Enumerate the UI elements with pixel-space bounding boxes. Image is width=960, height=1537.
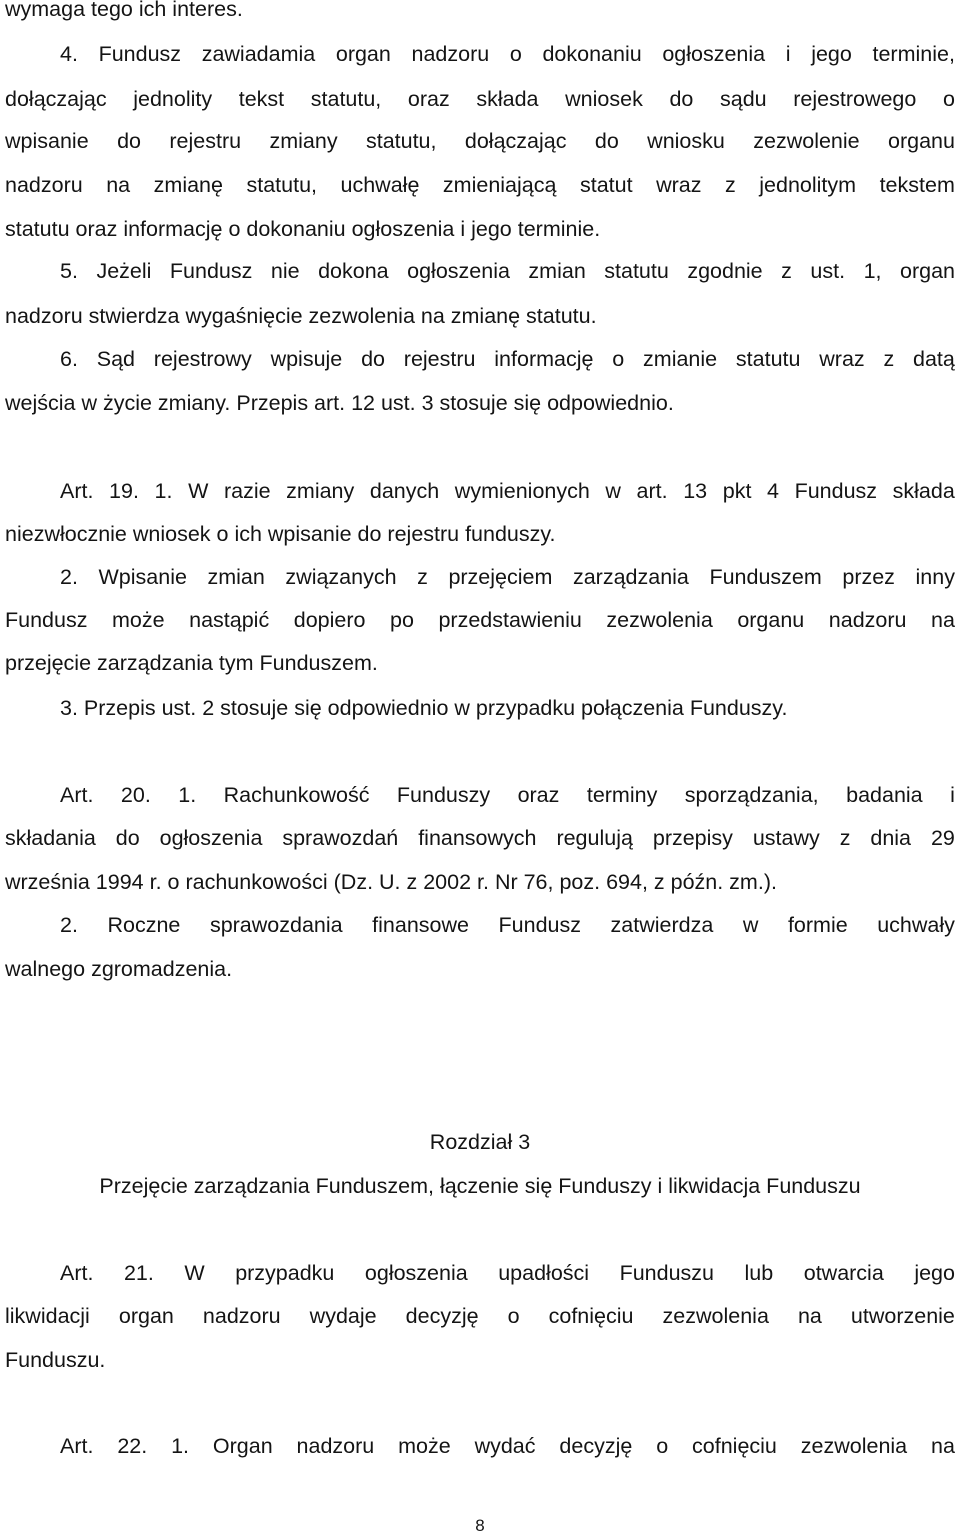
text-line: składania do ogłoszenia sprawozdań finansowych regulują przepisy ustawy z dnia 29 xyxy=(5,826,955,850)
text-line: wpisanie do rejestru zmiany statutu, dołączając do wniosku zezwolenie organu xyxy=(5,129,955,153)
text-line: Art. 21. W przypadku ogłoszenia upadłości Funduszu lub otwarcia jego xyxy=(60,1261,955,1285)
text-line: września 1994 r. o rachunkowości (Dz. U. z 2002 r. Nr 76, poz. 694, z późn. zm.). xyxy=(5,870,777,894)
text-line: walnego zgromadzenia. xyxy=(5,957,233,981)
text-line: Fundusz może nastąpić dopiero po przedstawieniu zezwolenia organu nadzoru na xyxy=(5,608,955,632)
page-number: 8 xyxy=(475,1516,485,1535)
text-line: dołączając jednolity tekst statutu, oraz składa wniosek do sądu rejestrowego o xyxy=(5,87,955,111)
text-line: niezwłocznie wniosek o ich wpisanie do rejestru funduszy. xyxy=(5,522,556,546)
text-line: nadzoru stwierdza wygaśnięcie zezwolenia na zmianę statutu. xyxy=(5,304,597,328)
text-line: wejścia w życie zmiany. Przepis art. 12 ust. 3 stosuje się odpowiednio. xyxy=(5,391,674,415)
text-line: 6. Sąd rejestrowy wpisuje do rejestru informację o zmianie statutu wraz z datą xyxy=(60,347,955,371)
text-line: Art. 22. 1. Organ nadzoru może wydać decyzję o cofnięciu zezwolenia na xyxy=(60,1434,955,1458)
text-line: 3. Przepis ust. 2 stosuje się odpowiednio w przypadku połączenia Funduszy. xyxy=(60,696,788,720)
chapter-title: Przejęcie zarządzania Funduszem, łączenie się Funduszy i likwidacja Funduszu xyxy=(99,1174,861,1198)
text-line: 2. Roczne sprawozdania finansowe Fundusz zatwierdza w formie uchwały xyxy=(60,913,955,937)
text-line: statutu oraz informację o dokonaniu ogłoszenia i jego terminie. xyxy=(5,217,601,241)
chapter-heading: Rozdział 3 xyxy=(429,1130,531,1154)
text-line: 4. Fundusz zawiadamia organ nadzoru o dokonaniu ogłoszenia i jego terminie, xyxy=(60,42,955,66)
text-line: likwidacji organ nadzoru wydaje decyzję o cofnięciu zezwolenia na utworzenie xyxy=(5,1304,955,1328)
text-line: Art. 19. 1. W razie zmiany danych wymienionych w art. 13 pkt 4 Fundusz składa xyxy=(60,479,955,503)
text-line: wymaga tego ich interes. xyxy=(5,0,243,21)
text-line: przejęcie zarządzania tym Funduszem. xyxy=(5,651,378,675)
text-line: nadzoru na zmianę statutu, uchwałę zmieniającą statut wraz z jednolitym tekstem xyxy=(5,173,955,197)
text-line: 5. Jeżeli Fundusz nie dokona ogłoszenia zmian statutu zgodnie z ust. 1, organ xyxy=(60,259,955,283)
text-line: Art. 20. 1. Rachunkowość Funduszy oraz terminy sporządzania, badania i xyxy=(60,783,955,807)
text-line: Funduszu. xyxy=(5,1348,106,1372)
text-line: 2. Wpisanie zmian związanych z przejęciem zarządzania Funduszem przez inny xyxy=(60,565,955,589)
